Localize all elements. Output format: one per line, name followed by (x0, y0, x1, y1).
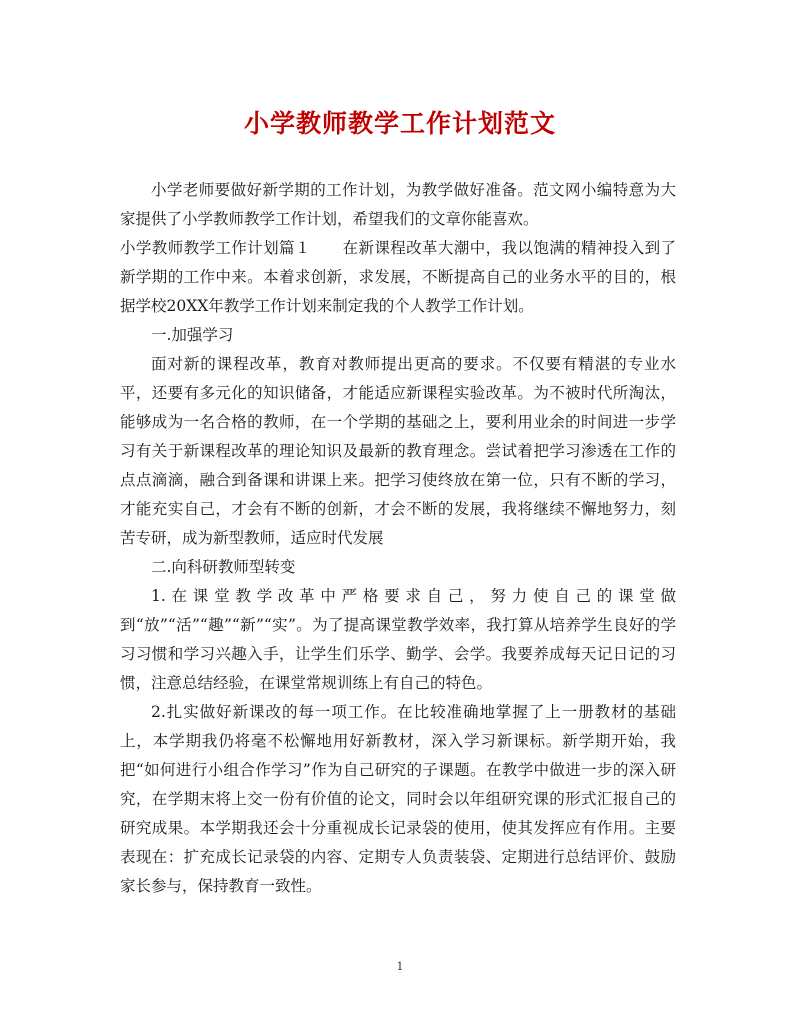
document-title: 小学教师教学工作计划范文 (243, 109, 556, 138)
section2-heading: 二.向科研教师型转变 (151, 558, 296, 576)
page-number: 1 (396, 960, 404, 973)
section1-paragraph: 面对新的课程改革，教育对教师提出更高的要求。不仅要有精湛的专业水平，还要有多元化的知识储备，才能适应新课程实验改革。为不被时代所淘汰，能够成为一名合格的教师，在一个学期的基础之上，要利用业余的时间进一步学习有关于新课程改革的理论知识及最新的教育理念。尝试着把学习渗透在工作的点点滴滴，融合到备课和讲课上来。把学习使终放在第一位，只有不断的学习，才能充实自己，才会有不断的创新，才会不断的发展，我将继续不懈地努力，刻苦专研，成为新型教师，适应时代发展 (120, 355, 676, 547)
section1-heading: 一.加强学习 (151, 326, 234, 344)
document-body (120, 176, 676, 901)
section2-item1-paragraph: 1.在课堂教学改革中严格要求自己，努力使自己的课堂做到“放”“活”“趣”“新”“实”。为了提高课堂教学效率，我打算从培养学生良好的学习习惯和学习兴趣入手，让学生们乐学、勤学、会学。我要养成每天记日记的习惯，注意总结经验，在课堂常规训练上有自己的特色。 (120, 587, 676, 692)
plan-lead-paragraph: 小学教师教学工作计划篇１ 在新课程改革大潮中，我以饱满的精神投入到了新学期的工作中来。本着求创新，求发展，不断提高自己的业务水平的目的，根据学校20XX年教学工作计划来制定我的个人教学工作计划。 (120, 239, 676, 315)
intro-paragraph: 小学老师要做好新学期的工作计划，为教学做好准备。范文网小编特意为大家提供了小学教师教学工作计划，希望我们的文章你能喜欢。 (120, 181, 676, 228)
section2-item2-paragraph: 2.扎实做好新课改的每一项工作。在比较准确地掌握了上一册教材的基础上，本学期我仍将毫不松懈地用好新教材，深入学习新课标。新学期开始，我把“如何进行小组合作学习”作为自己研究的子课题。在教学中做进一步的深入研究，在学期末将上交一份有价值的论文，同时会以年组研究课的形式汇报自己的研究成果。本学期我还会十分重视成长记录袋的使用，使其发挥应有作用。主要表现在：扩充成长记录袋的内容、定期专人负责装袋、定期进行总结评价、鼓励家长参与，保持教育一致性。 (120, 703, 676, 895)
